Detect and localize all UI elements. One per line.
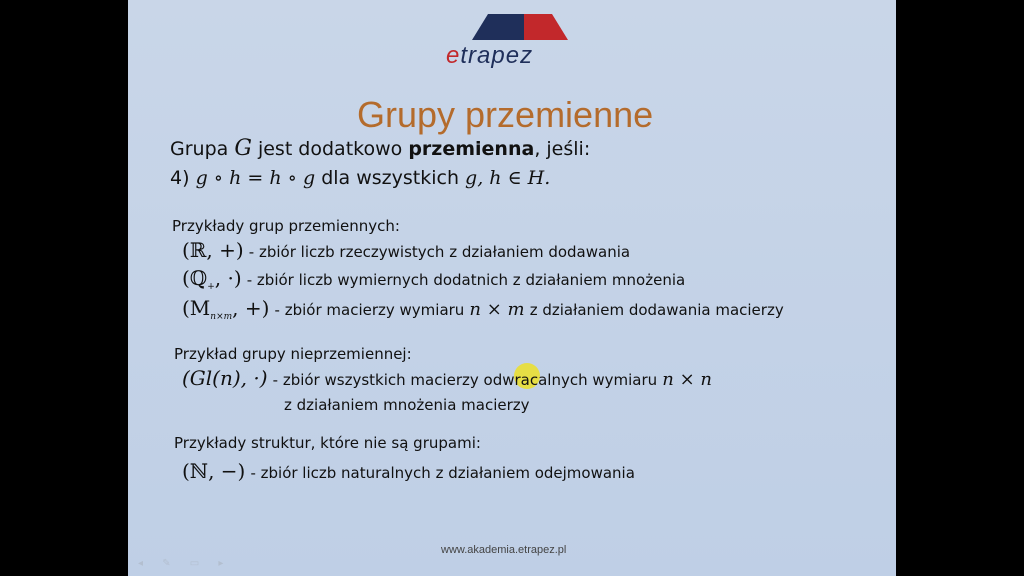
example-matrices: ($M_{n\times m}$, +) - zbiór macierzy wymiaru n × m z działaniem dodawania macierzy [182, 296, 784, 323]
example-rationals: (ℚ$_+$, ·) - zbiór liczb wymiernych dodatnich z działaniem mnożenia [182, 266, 686, 293]
example-general-linear-cont: z działaniem mnożenia macierzy [284, 396, 530, 414]
nongroup-heading: Przykłady struktur, które nie są grupami: [174, 434, 481, 452]
example-general-linear: (Gl(n), ·) - zbiór wszystkich macierzy odwracalnych wymiaru n × n [182, 366, 712, 390]
logo-text: etrapez [446, 42, 534, 69]
slide-title: Grupy przemienne [357, 94, 654, 135]
noncommutative-heading: Przykład grupy nieprzemiennej: [174, 345, 412, 363]
example-reals: (ℝ, +) - zbiór liczb rzeczywistych z działaniem dodawania [182, 238, 631, 262]
footer-url: www.akademia.etrapez.pl [441, 544, 567, 556]
definition-line-2: 4) g ∘ h = h ∘ g dla wszystkich g, h ∈ H. [170, 167, 551, 189]
slideshow-toolbar[interactable]: ◂ ✎ ▭ ▸ [138, 558, 232, 569]
logo-trapezoid-icon [458, 12, 578, 42]
commutative-heading: Przykłady grup przemiennych: [172, 217, 400, 235]
definition-line-1: Grupa G jest dodatkowo przemienna, jeśli: [170, 136, 591, 161]
example-naturals: (ℕ, −) - zbiór liczb naturalnych z działaniem odejmowania [182, 459, 635, 483]
slide [128, 0, 896, 576]
